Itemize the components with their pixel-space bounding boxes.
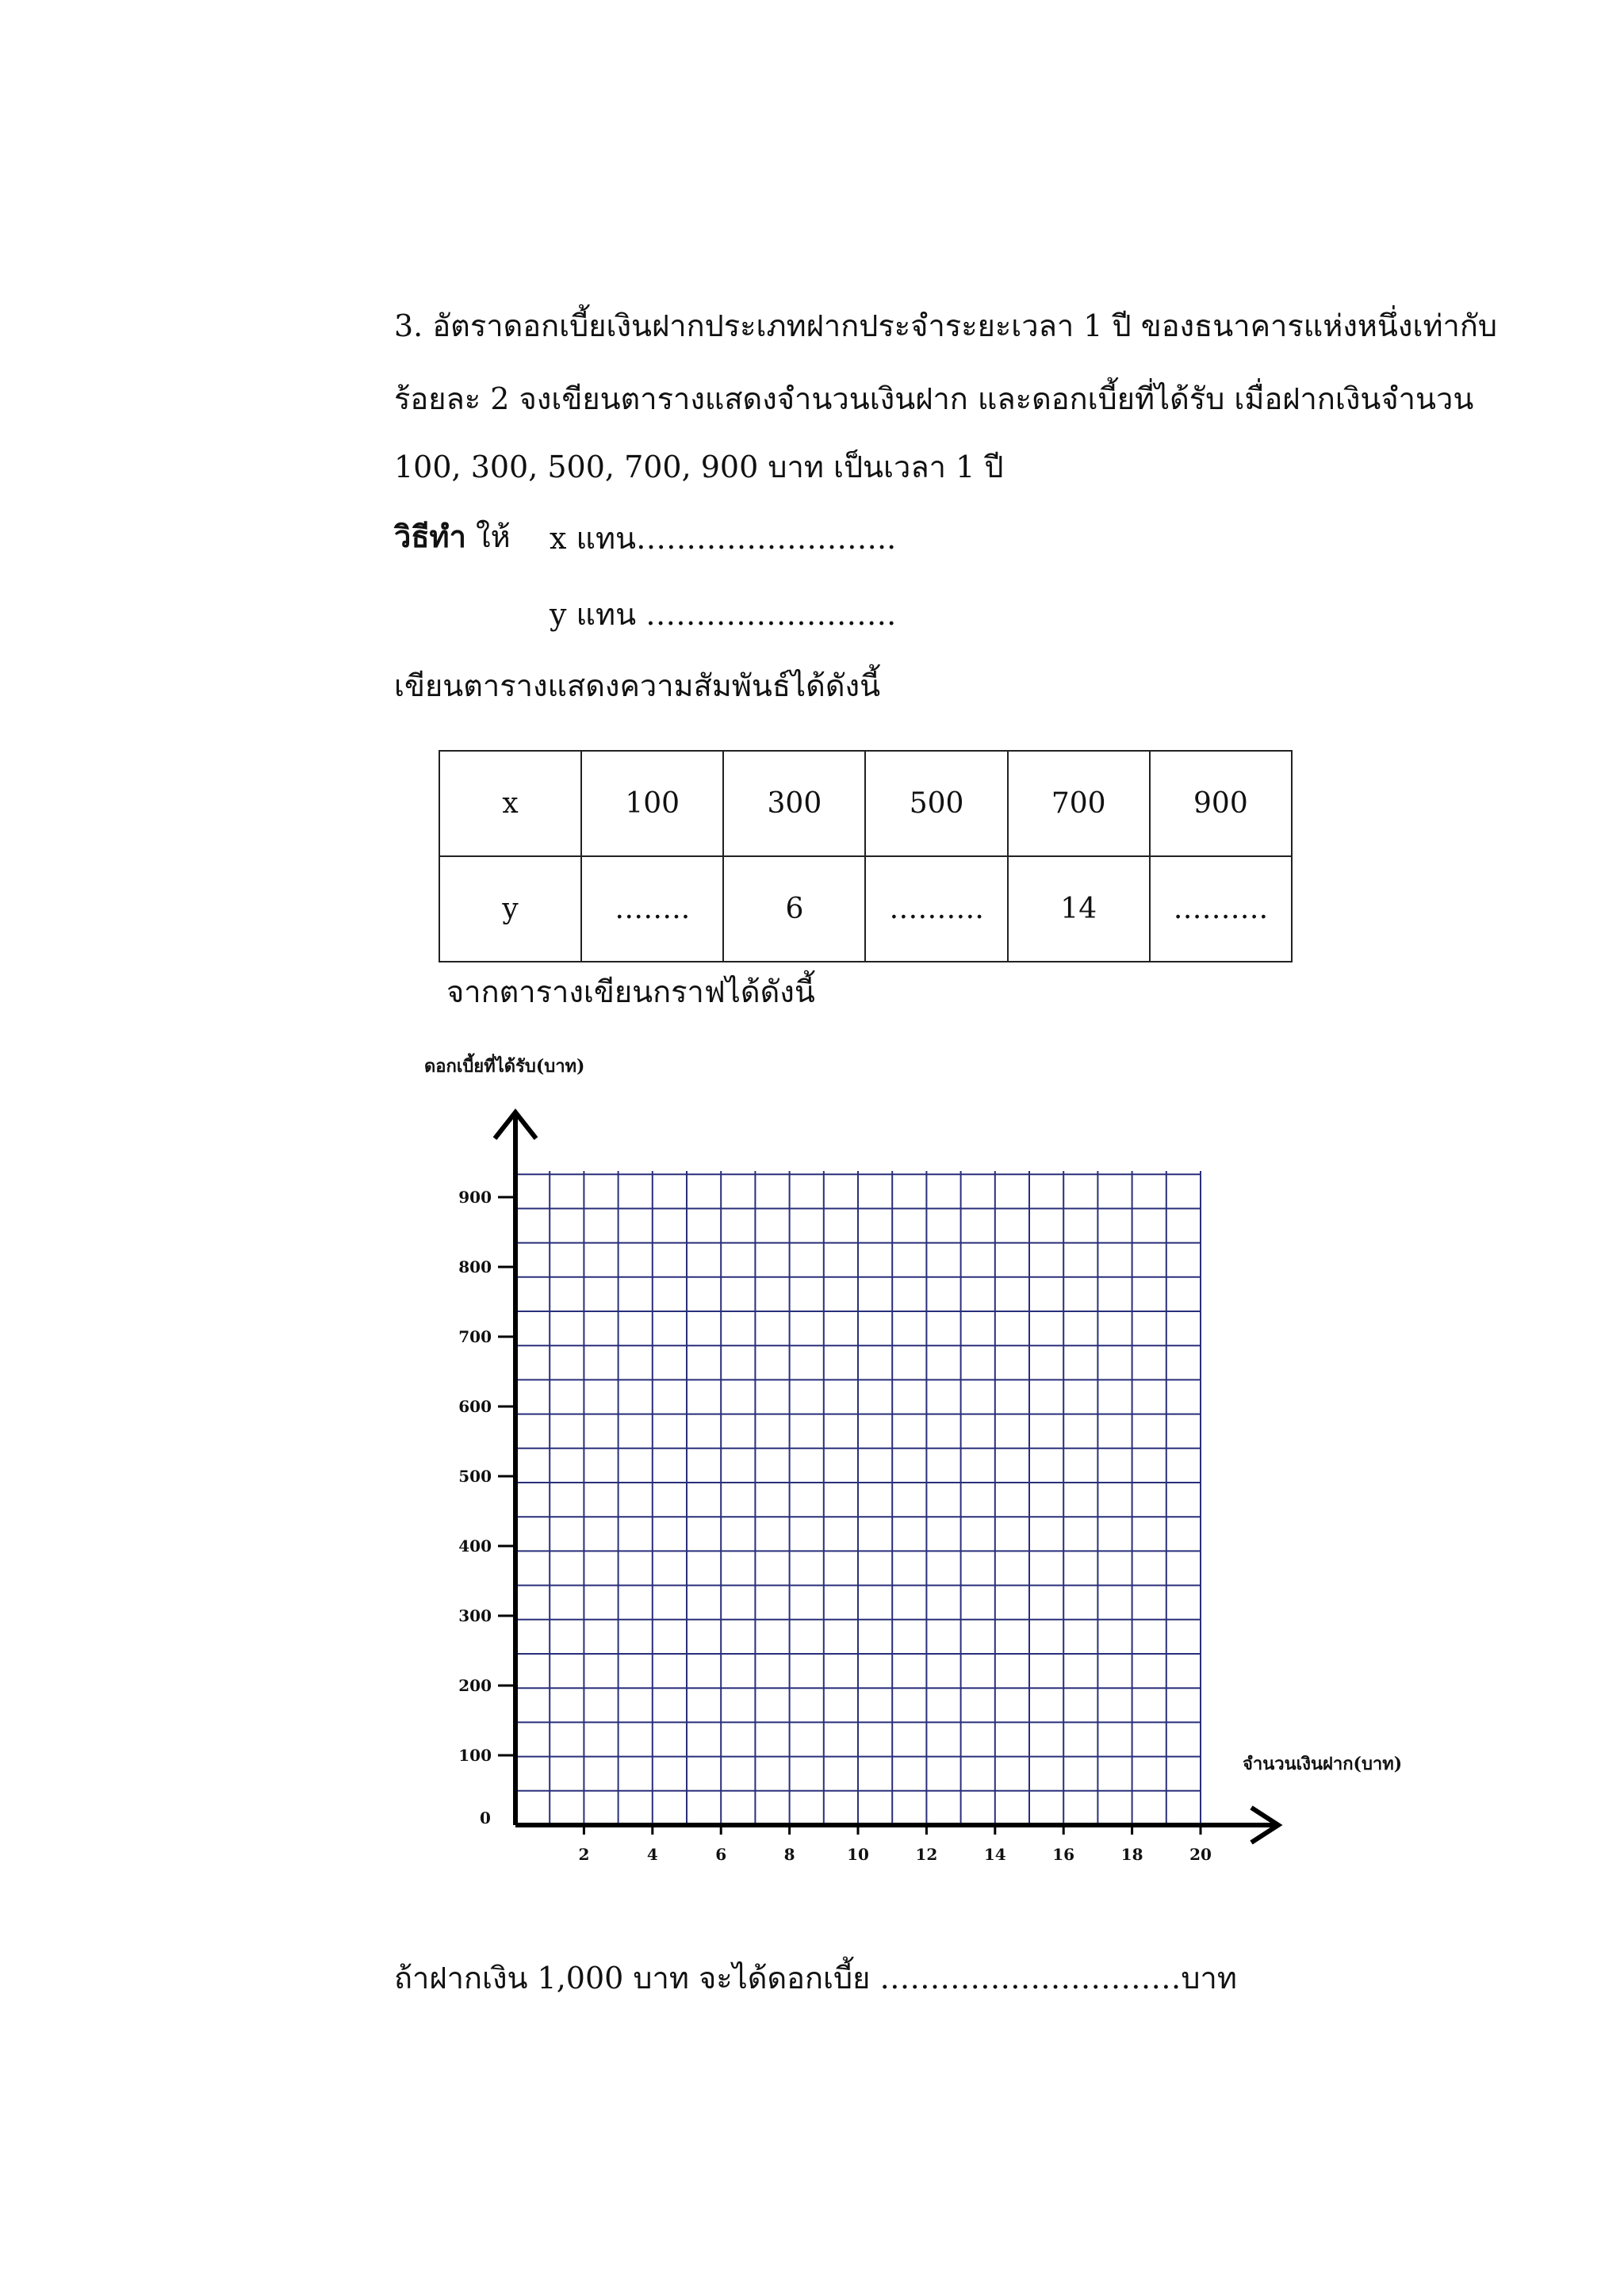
method-give: ให้ — [476, 519, 511, 554]
table-cell: 6 — [723, 856, 865, 962]
x-axis-title: จำนวนเงินฝาก(บาท) — [1243, 1754, 1403, 1774]
y-tick-label: 600 — [458, 1397, 492, 1416]
x-definition: x แทน…………………….. — [550, 521, 897, 556]
y-tick-label: 200 — [458, 1676, 492, 1695]
x-tick-label: 20 — [1189, 1845, 1212, 1864]
problem-line-3: 100, 300, 500, 700, 900 บาท เป็นเวลา 1 ปี — [394, 450, 1004, 484]
x-tick-label: 12 — [915, 1845, 938, 1864]
table-cell: 100 — [581, 751, 723, 856]
table-cell: …….. — [581, 856, 723, 962]
problem-line-1: 3. อัตราดอกเบี้ยเงินฝากประเภทฝากประจำระยะเวลา 1 ปี ของธนาคารแห่งหนึ่งเท่ากับ — [394, 308, 1497, 343]
method-label: วิธีทำ — [394, 519, 466, 554]
y-tick-label: 800 — [458, 1257, 492, 1276]
origin-label: 0 — [480, 1808, 491, 1827]
table-cell: ………. — [865, 856, 1007, 962]
x-tick-label: 4 — [646, 1845, 658, 1864]
y-tick-label: 400 — [458, 1536, 492, 1556]
table-cell: x — [439, 751, 581, 856]
x-tick-label: 14 — [983, 1845, 1006, 1864]
x-tick-label: 8 — [783, 1845, 795, 1864]
y-tick-label: 100 — [458, 1746, 492, 1765]
y-tick-label: 300 — [458, 1606, 492, 1625]
table-cell: 300 — [723, 751, 865, 856]
problem-line-2: ร้อยละ 2 จงเขียนตารางแสดงจำนวนเงินฝาก และดอกเบี้ยที่ได้รับ เมื่อฝากเงินจำนวน — [394, 381, 1474, 416]
y-tick-label: 700 — [458, 1327, 492, 1346]
x-tick-label: 2 — [578, 1845, 590, 1864]
table-intro: เขียนตารางแสดงความสัมพันธ์ได้ดังนี้ — [394, 668, 881, 703]
table-cell: 500 — [865, 751, 1007, 856]
table-cell: 900 — [1150, 751, 1292, 856]
table-cell: y — [439, 856, 581, 962]
y-tick-label: 500 — [458, 1467, 492, 1486]
table-cell: ………. — [1150, 856, 1292, 962]
x-tick-label: 16 — [1052, 1845, 1075, 1864]
x-tick-label: 6 — [715, 1845, 727, 1864]
x-tick-label: 18 — [1120, 1845, 1143, 1864]
y-definition: y แทน ……………………. — [550, 597, 897, 632]
table-cell: 700 — [1008, 751, 1150, 856]
y-axis-title: ดอกเบี้ยที่ได้รับ(บาท) — [424, 1056, 585, 1077]
x-tick-label: 10 — [847, 1845, 869, 1864]
graph-intro: จากตารางเขียนกราฟได้ดังนี้ — [446, 974, 815, 1009]
final-question: ถ้าฝากเงิน 1,000 บาท จะได้ดอกเบี้ย …………………………บาท — [394, 1961, 1237, 1996]
table-cell: 14 — [1008, 856, 1150, 962]
y-tick-label: 900 — [458, 1188, 492, 1207]
